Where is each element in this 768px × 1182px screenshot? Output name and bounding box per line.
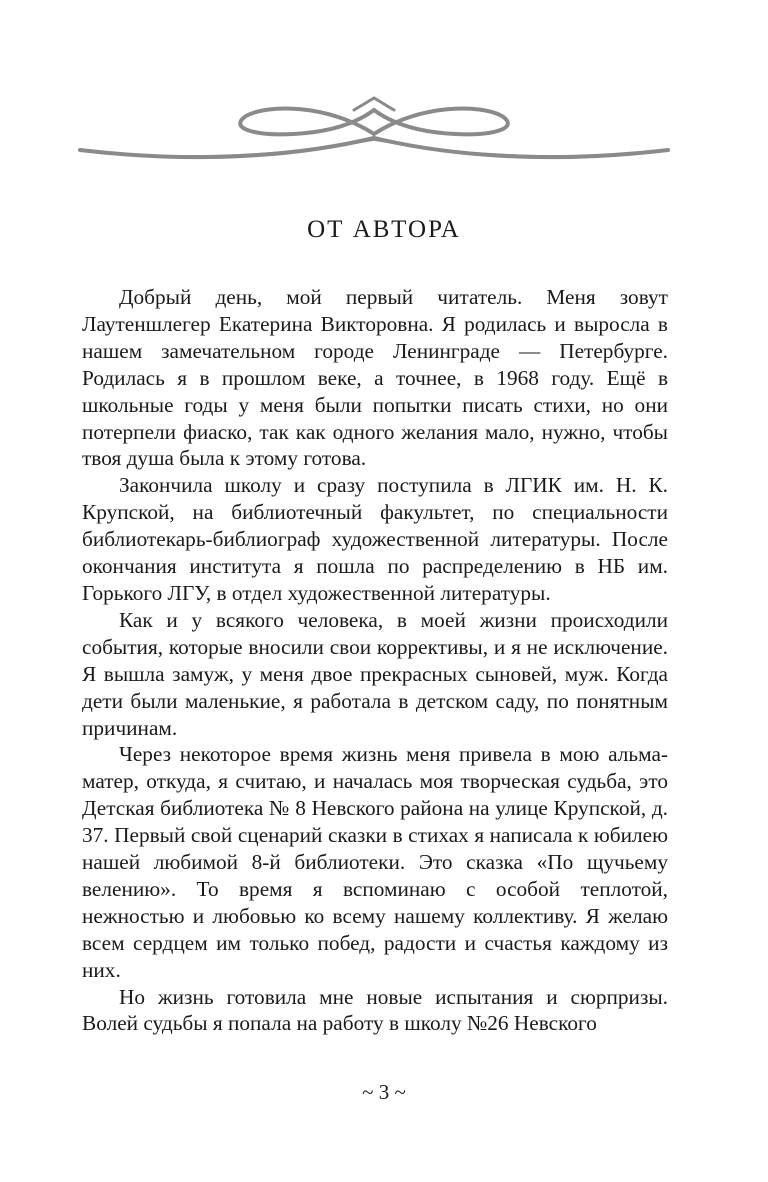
paragraph: Но жизнь готовила мне новые испытания и сюрпризы. Волей судьбы я попала на работу в школу №26 Невского xyxy=(82,984,668,1036)
chapter-title: ОТ АВТОРА xyxy=(307,216,461,243)
page-number: ~ 3 ~ xyxy=(362,1080,406,1104)
paragraph: Закончила школу и сразу поступила в ЛГИК им. Н. К. Крупской, на библиотечный факультет, по специальности библиотекарь-библиограф художественной литературы. После окончания института я пошла по распределению в НБ им. Горького ЛГУ, в отдел художественной литературы. xyxy=(82,473,668,605)
paragraph: Как и у всякого человека, в моей жизни происходили события, которые вносили свои коррективы, и я не исключение. Я вышла замуж, у меня двое прекрасных сыновей, муж. Когда дети были маленькие, я работала в детском саду, по понятным причинам. xyxy=(82,607,668,740)
decorative-flourish-icon xyxy=(78,94,670,166)
body-text xyxy=(82,284,668,1037)
paragraph: Через некоторое время жизнь меня привела в мою альма-матер, откуда, я считаю, и началась моя творческая судьба, это Детская библиотека № 8 Невского района на улице Крупской, д. 37. Первый свой сценарий сказки в стихах я написала к юбилею нашей любимой 8-й библиотеки. Это сказка «По щучьему велению». То время я вспоминаю с особой теплотой, нежностью и любовью ко всему нашему коллективу. Я желаю всем сердцем им только побед, радости и счастья каждому из них. xyxy=(82,742,668,982)
paragraph: Добрый день, мой первый читатель. Меня зовут Лаутеншлегер Екатерина Викторовна. Я родилась и выросла в нашем замечательном городе Ленинграде — Петербурге. Родилась я в прошлом веке, а точнее, в 1968 году. Ещё в школьные годы у меня были попытки писать стихи, но они потерпели фиаско, так как одного желания мало, нужно, чтобы твоя душа была к этому готова. xyxy=(82,285,668,471)
